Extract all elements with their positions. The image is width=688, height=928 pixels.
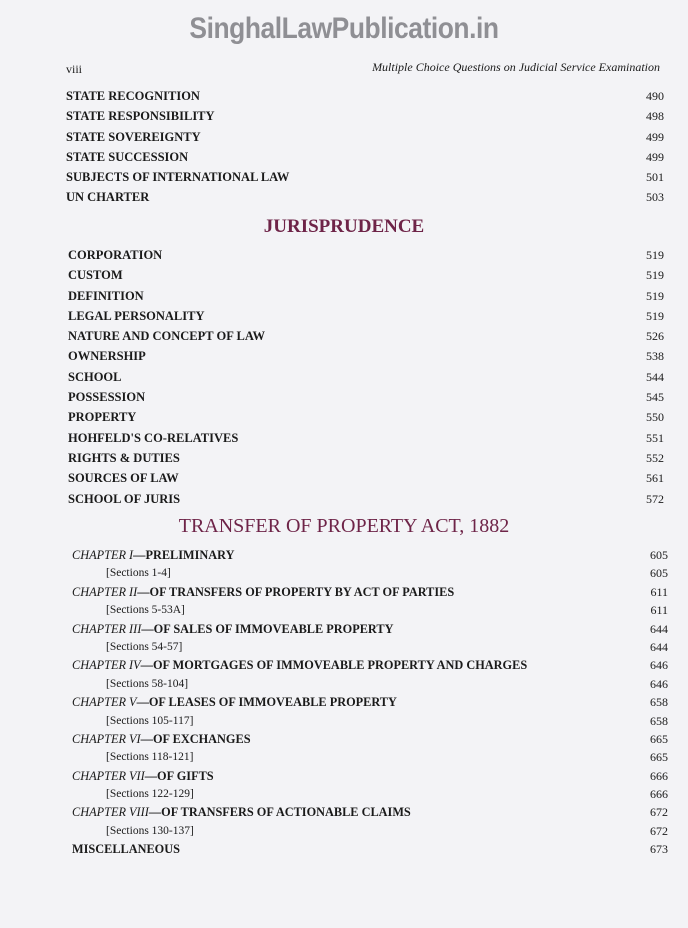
chapter-title [72, 620, 393, 638]
entry-title: NATURE AND CONCEPT OF LAW [68, 329, 266, 344]
chapter-name: —OF LEASES OF IMMOVEABLE PROPERTY [136, 695, 397, 710]
sections-entry [0, 675, 688, 693]
sections-entry [0, 822, 688, 840]
chapter-number: CHAPTER IV [72, 658, 141, 673]
entry-page: 519 [646, 268, 664, 283]
chapter-entry [0, 546, 688, 564]
sections-entry [0, 638, 688, 656]
jurisprudence-list [0, 245, 688, 509]
entry-page: 545 [646, 390, 664, 405]
entry-title: LEGAL PERSONALITY [68, 308, 205, 323]
sections-entry [0, 785, 688, 803]
sections-range: [Sections 118-121] [106, 751, 194, 764]
toc-entry [0, 428, 688, 448]
chapter-name: —PRELIMINARY [133, 548, 235, 562]
toc-entry [0, 286, 688, 306]
chapter-name: —OF MORTGAGES OF IMMOVEABLE PROPERTY AND CHARGES [140, 658, 528, 673]
chapter-number: CHAPTER VI [72, 731, 141, 746]
entry-title: SOURCES OF LAW [68, 471, 179, 486]
toc-entry [0, 167, 688, 187]
sections-range: [Sections 122-129] [106, 788, 194, 801]
chapter-page: 666 [650, 768, 668, 783]
chapter-page: 646 [650, 658, 668, 673]
toc-entry [0, 86, 688, 106]
chapter-entry [0, 620, 688, 638]
miscellaneous-entry [0, 840, 688, 858]
toc-entry [0, 265, 688, 285]
entry-title: STATE SOVEREIGNTY [66, 129, 201, 144]
chapter-page: 644 [650, 621, 668, 636]
toc-entry [0, 367, 688, 387]
sections-page: 611 [650, 603, 668, 618]
entry-title: PROPERTY [68, 410, 137, 425]
chapter-entry [0, 730, 688, 748]
chapter-title [72, 693, 397, 711]
chapter-name: —OF TRANSFERS OF PROPERTY BY ACT OF PARTIES [137, 584, 455, 599]
chapter-title [72, 656, 527, 674]
chapter-page: 672 [650, 805, 668, 820]
entry-title: DEFINITION [68, 288, 144, 303]
entry-page: 572 [646, 491, 664, 506]
entry-page: 499 [646, 129, 664, 144]
chapter-title [72, 730, 251, 748]
entry-page: 498 [646, 109, 664, 124]
chapter-name: —OF TRANSFERS OF ACTIONABLE CLAIMS [148, 805, 411, 820]
sections-page: 646 [650, 676, 668, 691]
chapter-title [72, 583, 454, 601]
chapter-title [72, 803, 411, 821]
page-number: viii [66, 62, 83, 76]
entry-title: STATE RECOGNITION [66, 89, 200, 103]
chapter-name: —OF SALES OF IMMOVEABLE PROPERTY [141, 621, 394, 636]
sections-page: 666 [650, 787, 668, 802]
sections-entry [0, 748, 688, 766]
chapter-number: CHAPTER III [72, 621, 142, 636]
toc-entry [0, 489, 688, 509]
toc-entry [0, 306, 688, 326]
chapter-number: CHAPTER II [72, 584, 138, 599]
topa-heading: TRANSFER OF PROPERTY ACT, 1882 [178, 515, 510, 537]
sections-page: 672 [650, 823, 668, 838]
entry-title: SCHOOL OF JURIS [68, 491, 181, 506]
entry-title: HOHFELD'S CO-RELATIVES [68, 430, 239, 445]
toc-entry [0, 468, 688, 488]
entry-title: SCHOOL [68, 369, 122, 384]
jurisprudence-heading: JURISPRUDENCE [263, 216, 425, 237]
entry-page: 519 [646, 308, 664, 323]
chapter-name: —OF GIFTS [144, 768, 214, 783]
entry-page: 503 [646, 190, 664, 205]
chapter-entry [0, 767, 688, 785]
sections-range: [Sections 105-117] [106, 714, 194, 727]
entry-title: RIGHTS & DUTIES [68, 450, 180, 465]
toc-entry [0, 127, 688, 147]
sections-entry [0, 564, 688, 582]
entry-title: CUSTOM [68, 268, 123, 283]
chapter-page: 605 [650, 548, 668, 562]
chapter-number: CHAPTER VIII [72, 805, 149, 820]
entry-page: 551 [646, 430, 664, 445]
entry-title: OWNERSHIP [68, 349, 146, 364]
chapter-entry [0, 803, 688, 821]
entry-page: 538 [646, 349, 664, 364]
toc-entry [0, 326, 688, 346]
entry-title: STATE RESPONSIBILITY [66, 109, 215, 124]
chapter-page: 665 [650, 731, 668, 746]
entry-title: STATE SUCCESSION [66, 149, 189, 164]
sections-range: [Sections 58-104] [106, 677, 189, 690]
toc-entry [0, 387, 688, 407]
sections-range: [Sections 54-57] [106, 640, 183, 653]
entry-page: 561 [646, 471, 664, 486]
sections-page: 605 [650, 566, 668, 581]
entry-page: 499 [646, 149, 664, 164]
entry-title: UN CHARTER [66, 190, 150, 205]
chapter-page: 658 [650, 695, 668, 710]
entry-page: 544 [646, 369, 664, 384]
entry-page: 501 [646, 170, 664, 185]
sections-entry [0, 712, 688, 730]
entry-page: 490 [646, 89, 664, 103]
chapter-number: CHAPTER V [72, 695, 137, 710]
toc-entry [0, 147, 688, 167]
miscellaneous-title: MISCELLANEOUS [72, 842, 180, 857]
entry-title: CORPORATION [68, 248, 163, 262]
toc-entry [0, 448, 688, 468]
chapter-number: CHAPTER I [72, 548, 134, 562]
chapter-page: 611 [650, 584, 668, 599]
toc-entry [0, 106, 688, 126]
book-title: Multiple Choice Questions on Judicial Service Examination [372, 60, 660, 74]
sections-range: [Sections 130-137] [106, 824, 194, 837]
watermark: SinghalLawPublication.in [189, 12, 499, 45]
sections-range: [Sections 1-4] [106, 567, 171, 580]
entry-title: SUBJECTS OF INTERNATIONAL LAW [66, 170, 290, 185]
topa-list [0, 546, 688, 859]
toc-entry [0, 245, 688, 265]
international-law-list [0, 86, 688, 208]
entry-page: 519 [646, 248, 664, 262]
sections-page: 644 [650, 639, 668, 654]
toc-entry [0, 187, 688, 207]
sections-range: [Sections 5-53A] [106, 604, 185, 617]
sections-page: 658 [650, 713, 668, 728]
chapter-name: —OF EXCHANGES [140, 731, 251, 746]
chapter-entry [0, 656, 688, 674]
sections-page: 665 [650, 750, 668, 765]
entry-page: 552 [646, 450, 664, 465]
chapter-title [72, 767, 214, 785]
chapter-title [72, 546, 235, 564]
chapter-number: CHAPTER VII [72, 768, 145, 783]
chapter-entry [0, 693, 688, 711]
miscellaneous-page: 673 [650, 842, 668, 857]
toc-entry [0, 346, 688, 366]
entry-page: 550 [646, 410, 664, 425]
entry-page: 519 [646, 288, 664, 303]
entry-page: 526 [646, 329, 664, 344]
entry-title: POSSESSION [68, 390, 146, 405]
sections-entry [0, 601, 688, 619]
toc-entry [0, 407, 688, 427]
chapter-entry [0, 583, 688, 601]
